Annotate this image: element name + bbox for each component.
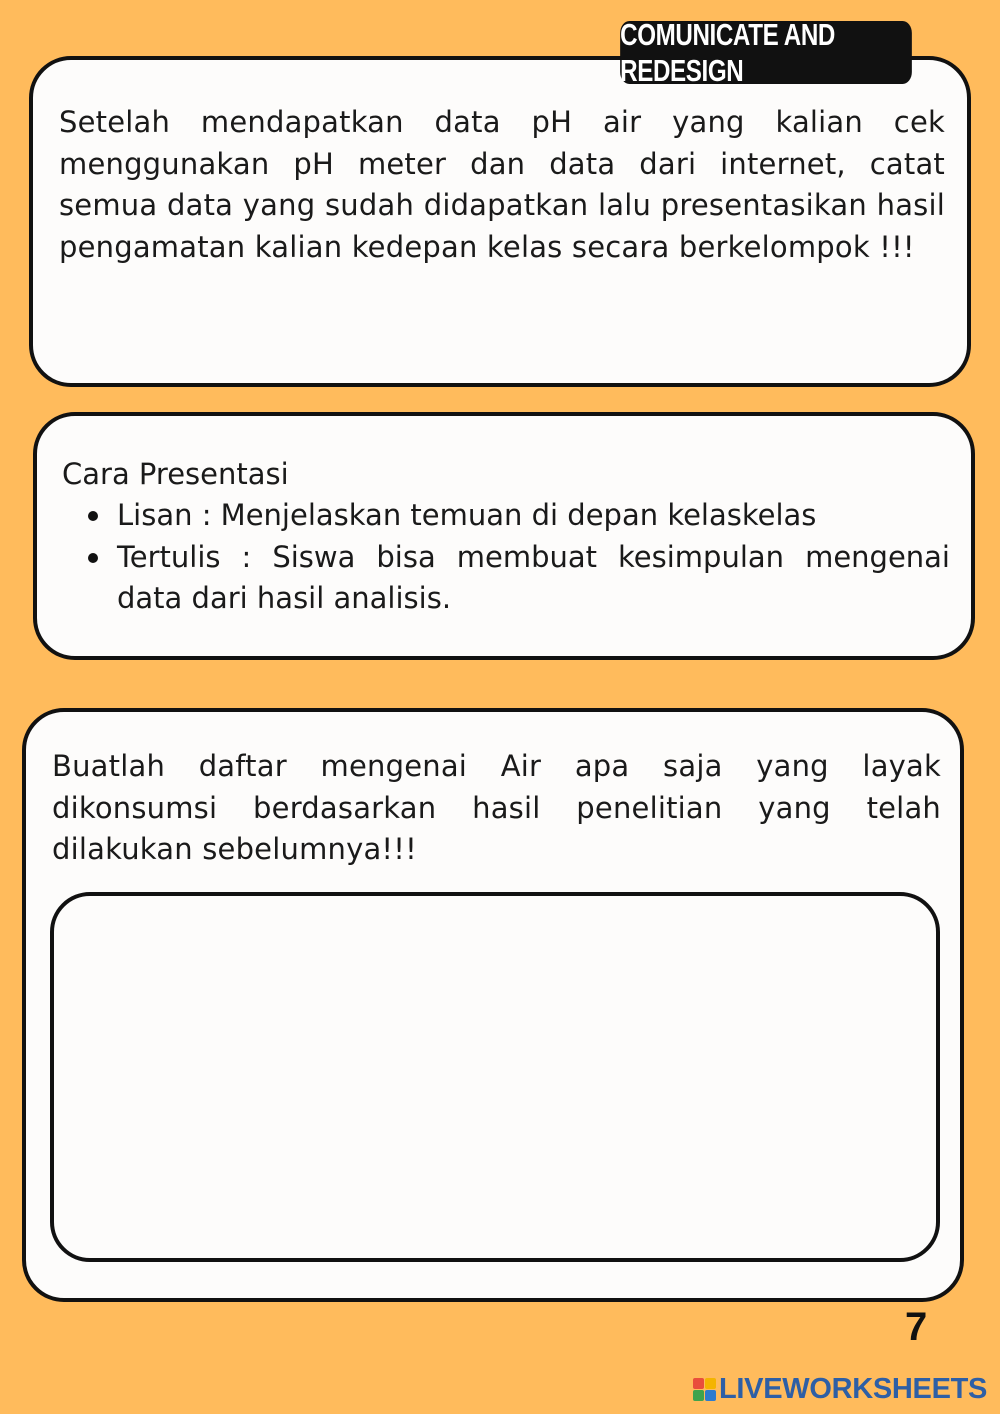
liveworksheets-icon (693, 1378, 716, 1401)
list-item-text: Tertulis : Siswa bisa membuat kesimpulan mengenai data dari hasil analisis. (117, 539, 950, 615)
presentation-card (33, 412, 975, 660)
list-item-text: Lisan : Menjelaskan temuan di depan kelaskelas (117, 498, 817, 532)
brand-name: LIVEWORKSHEETS (719, 1372, 988, 1405)
page-number: 7 (905, 1305, 928, 1349)
answer-textbox[interactable] (50, 892, 940, 1262)
list-item (117, 495, 950, 537)
instruction-card (29, 56, 971, 387)
section-title-badge: COMUNICATE AND REDESIGN (620, 21, 912, 84)
presentation-heading: Cara Presentasi (62, 457, 289, 491)
task-card (22, 708, 964, 1302)
task-prompt: Buatlah daftar mengenai Air apa saja yang layak dikonsumsi berdasarkan hasil penelitian yang telah dilakukan sebelumnya!!! (52, 749, 941, 866)
bullet-icon (88, 511, 98, 521)
liveworksheets-logo (693, 1373, 987, 1405)
instruction-text: Setelah mendapatkan data pH air yang kalian cek menggunakan pH meter dan data dari internet, catat semua data yang sudah didapatkan lalu presentasikan hasil pengamatan kalian kedepan kelas secara berkelompok !!! (59, 105, 945, 264)
bullet-icon (88, 553, 98, 563)
presentation-list (117, 495, 950, 620)
list-item (117, 537, 950, 620)
